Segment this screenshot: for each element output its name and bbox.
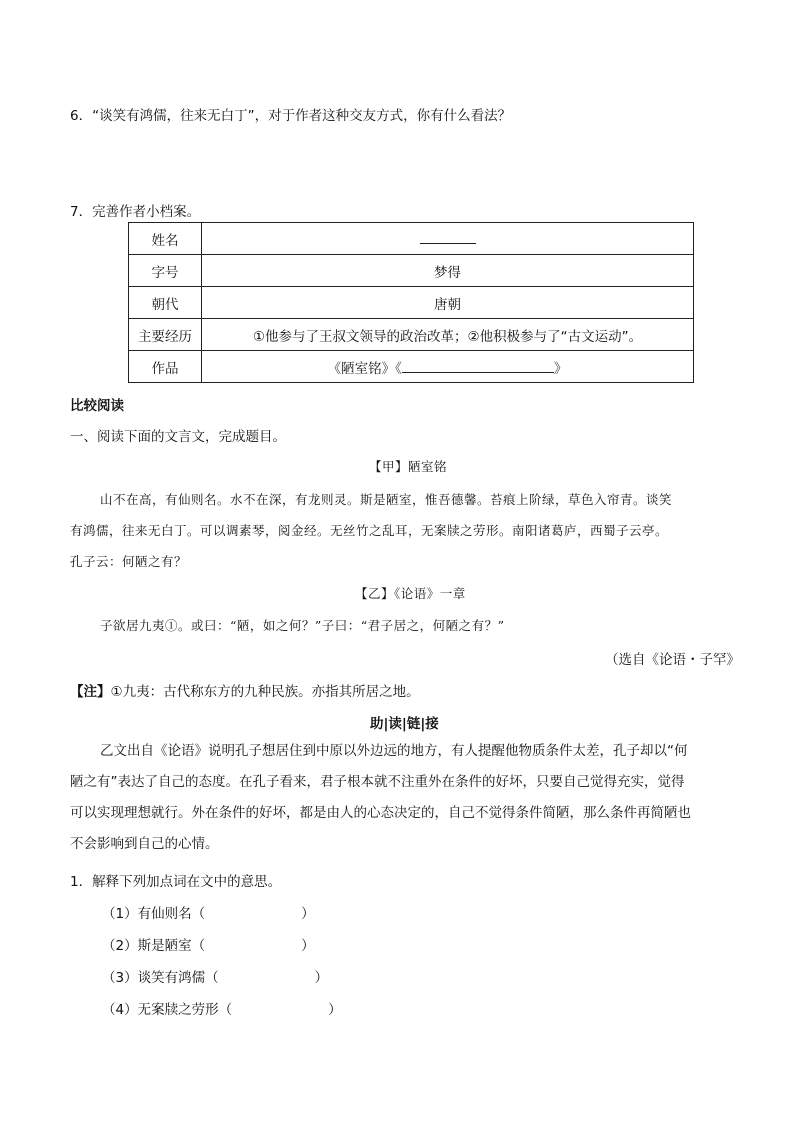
row-value: 梦得 bbox=[202, 255, 694, 287]
row-key: 姓名 bbox=[129, 223, 202, 255]
question-6: 6．“谈笑有鸿儒，往来无白丁”，对于作者这种交友方式，你有什么看法？ bbox=[70, 108, 512, 124]
item-label: （2）斯是陋室（ bbox=[102, 938, 206, 954]
works-blank[interactable] bbox=[402, 358, 554, 373]
note bbox=[70, 680, 420, 700]
link-line: 陋之有”表达了自己的态度。在孔子看来，君子根本就不注重外在条件的好坏，只要自己觉得充实，觉得 bbox=[70, 774, 685, 790]
table-row bbox=[129, 287, 694, 319]
link-line: 不会影响到自己的心情。 bbox=[70, 836, 219, 852]
row-value: ①他参与了王叔文领导的政治改革；②他积极参与了“古文运动”。 bbox=[202, 319, 694, 351]
item-close: ） bbox=[314, 970, 329, 986]
jia-line: 有鸿儒，往来无白丁。可以调素琴，阅金经。无丝竹之乱耳，无案牍之劳形。南阳诸葛庐，西蜀子云亭。 bbox=[70, 523, 669, 538]
name-answer-cell[interactable] bbox=[202, 223, 694, 255]
reading-intro: 一、阅读下面的文言文，完成题目。 bbox=[70, 429, 286, 445]
jia-line: 孔子云：何陋之有？ bbox=[70, 554, 188, 569]
item-label: （3）谈笑有鸿儒（ bbox=[102, 970, 219, 986]
row-key: 作品 bbox=[129, 351, 202, 383]
answer-item[interactable] bbox=[102, 902, 315, 922]
answer-item[interactable] bbox=[102, 998, 342, 1018]
row-key: 朝代 bbox=[129, 287, 202, 319]
yi-source: （选自《论语・子罕》 bbox=[605, 652, 740, 668]
answer-item[interactable] bbox=[102, 934, 315, 954]
note-label: 【注】 bbox=[70, 684, 111, 700]
yi-title: 【乙】《论语》一章 bbox=[355, 586, 466, 601]
table-row bbox=[129, 255, 694, 287]
item-close: ） bbox=[301, 906, 315, 922]
table-row bbox=[129, 351, 694, 383]
section-title: 比较阅读 bbox=[70, 398, 124, 414]
note-text: ①九夷：古代称东方的九种民族。亦指其所居之地。 bbox=[110, 684, 420, 700]
yi-line: 子欲居九夷①。或曰：“陋，如之何？”子曰：“君子居之，何陋之有？” bbox=[100, 618, 505, 633]
item-label: （1）有仙则名（ bbox=[102, 906, 206, 922]
table-row bbox=[129, 223, 694, 255]
jia-line: 山不在高，有仙则名。水不在深，有龙则灵。斯是陋室，惟吾德馨。苔痕上阶绿，草色入帘青。谈笑 bbox=[100, 492, 673, 507]
row-value: 唐朝 bbox=[202, 287, 694, 319]
works-suffix: 》 bbox=[553, 360, 568, 377]
item-close: ） bbox=[328, 1002, 342, 1018]
works-cell[interactable] bbox=[202, 351, 694, 383]
table-row bbox=[129, 319, 694, 351]
link-title: 助|读|链|接 bbox=[370, 716, 439, 732]
link-paragraph bbox=[100, 736, 700, 767]
row-key: 主要经历 bbox=[129, 319, 202, 351]
row-key: 字号 bbox=[129, 255, 202, 287]
link-line: 乙文出自《论语》说明孔子想居住到中原以外边远的地方，有人提醒他物质条件太差，孔子却以“何 bbox=[100, 743, 688, 759]
works-prefix: 《陋室铭》《 bbox=[327, 360, 402, 377]
item-close: ） bbox=[301, 938, 315, 954]
answer-item[interactable] bbox=[102, 966, 328, 986]
jia-title: 【甲】陋室铭 bbox=[369, 459, 448, 474]
link-line: 可以实现理想就行。外在条件的好坏，都是由人的心态决定的，自己不觉得条件简陋，那么条件再简陋也 bbox=[70, 805, 691, 821]
author-profile-table bbox=[128, 222, 694, 383]
item-label: （4）无案牍之劳形（ bbox=[102, 1002, 233, 1018]
question-7: 7．完善作者小档案。 bbox=[70, 204, 201, 220]
name-blank[interactable] bbox=[420, 229, 476, 244]
question-1: 1．解释下列加点词在文中的意思。 bbox=[70, 874, 282, 890]
